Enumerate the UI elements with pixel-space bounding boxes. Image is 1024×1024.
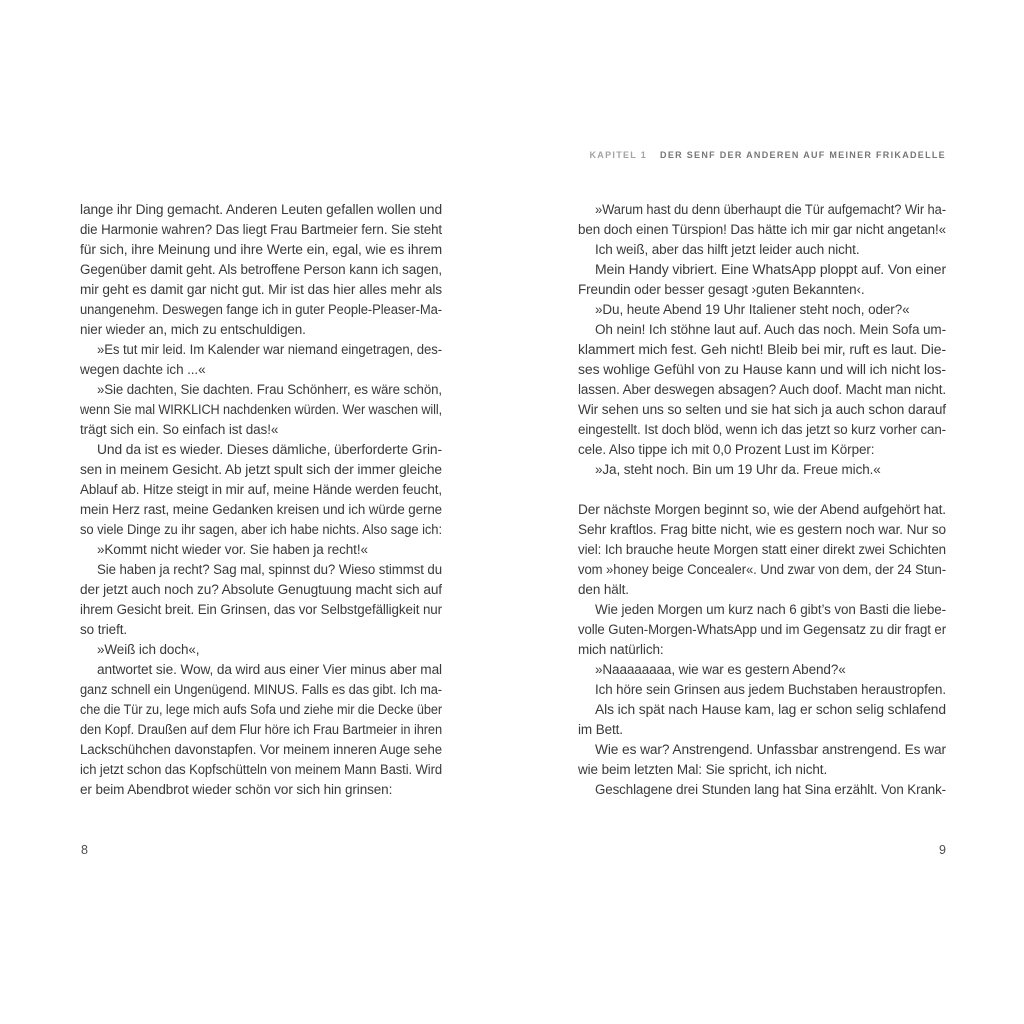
text-line: ich jetzt schon das Kopfschütteln von meinem Mann Basti. Wird <box>80 762 442 777</box>
text-line: viel: Ich brauche heute Morgen statt einer direkt zwei Schichten <box>578 542 946 557</box>
text-line: mir geht es damit gar nicht gut. Mir ist das hier alles mehr als <box>80 282 442 297</box>
text-line: für sich, ihre Meinung und ihre Werte ein, egal, wie es ihrem <box>80 242 442 257</box>
text-line: Mein Handy vibriert. Eine WhatsApp ploppt auf. Von einer <box>595 262 946 277</box>
text-line: ses wohlige Gefühl von zu Hause kann und will ich nicht los- <box>578 362 946 377</box>
text-line: Ich höre sein Grinsen aus jedem Buchstaben heraustropfen. <box>595 682 946 697</box>
text-line: lassen. Aber deswegen absagen? Auch doof. Macht man nicht. <box>578 382 946 397</box>
text-line: die Harmonie wahren? Das liegt Frau Bartmeier fern. Sie steht <box>80 222 442 237</box>
text-line: cele. Also tippe ich mit 0,0 Prozent Lust im Körper: <box>578 442 875 457</box>
text-line: Gegenüber damit geht. Als betroffene Person kann ich sagen, <box>80 262 442 277</box>
text-line: so trieft. <box>80 622 128 637</box>
text-line: unangenehm. Deswegen fange ich in guter People-Pleaser-Ma- <box>80 302 442 317</box>
text-line: Oh nein! Ich stöhne laut auf. Auch das noch. Mein Sofa um- <box>595 322 946 337</box>
text-line: ben doch einen Türspion! Das hätte ich mir gar nicht angetan!« <box>578 222 946 237</box>
text-line: den Kopf. Draußen auf dem Flur höre ich Frau Bartmeier in ihren <box>80 722 442 737</box>
text-line: vom »honey beige Concealer«. Und zwar von dem, der 24 Stun- <box>578 562 946 577</box>
text-line: Und da ist es wieder. Dieses dämliche, überforderte Grin- <box>97 442 442 457</box>
text-line: »Warum hast du denn überhaupt die Tür aufgemacht? Wir ha- <box>595 202 946 217</box>
text-line: eingestellt. Ist doch blöd, wenn ich das jetzt so kurz vorher can- <box>578 422 946 437</box>
page-number-left: 8 <box>81 843 88 857</box>
text-line: »Ja, steht noch. Bin um 19 Uhr da. Freue mich.« <box>595 462 881 477</box>
text-line: Wie es war? Anstrengend. Unfassbar anstrengend. Es war <box>595 742 946 757</box>
text-line: den hält. <box>578 582 629 597</box>
text-line: »Sie dachten, Sie dachten. Frau Schönherr, es wäre schön, <box>97 382 442 397</box>
blank-line <box>578 480 946 500</box>
page-number-right: 9 <box>939 843 946 857</box>
text-line: Geschlagene drei Stunden lang hat Sina erzählt. Von Krank- <box>595 782 946 797</box>
text-line: »Du, heute Abend 19 Uhr Italiener steht noch, oder?« <box>595 302 910 317</box>
text-line: klammert mich fest. Geh nicht! Bleib bei mir, ruft es laut. Die- <box>578 342 946 357</box>
text-line: sen in meinem Gesicht. Ab jetzt spult sich der immer gleiche <box>80 462 442 477</box>
text-line: der jetzt auch noch zu? Absolute Genugtuung macht sich auf <box>80 582 442 597</box>
text-line: wegen dachte ich ...« <box>80 362 206 377</box>
right-page-text-column <box>578 200 946 800</box>
text-line: mich natürlich: <box>578 642 664 657</box>
text-line: Der nächste Morgen beginnt so, wie der Abend aufgehört hat. <box>578 502 946 517</box>
text-line: Lackschühchen davonstapfen. Vor meinem inneren Auge sehe <box>80 742 442 757</box>
text-line: »Kommt nicht wieder vor. Sie haben ja recht!« <box>97 542 368 557</box>
text-line: nier wieder an, mich zu entschuldigen. <box>80 322 306 337</box>
text-line: Sehr kraftlos. Frag bitte nicht, wie es gestern noch war. Nur so <box>578 522 946 537</box>
text-line: im Bett. <box>578 722 623 737</box>
text-line: ihrem Gesicht breit. Ein Grinsen, das vor Selbstgefälligkeit nur <box>80 602 442 617</box>
text-line: Wir sehen uns so selten und sie hat sich ja auch schon darauf <box>578 402 946 417</box>
text-line: lange ihr Ding gemacht. Anderen Leuten gefallen wollen und <box>80 202 442 217</box>
text-line: so viele Dinge zu ihr sagen, aber ich habe nichts. Also sage ich: <box>80 522 442 537</box>
running-head <box>590 150 947 160</box>
text-line: Wie jeden Morgen um kurz nach 6 gibt’s von Basti die liebe- <box>595 602 946 617</box>
text-line: mein Herz rast, meine Gedanken kreisen und ich würde gerne <box>80 502 442 517</box>
text-line: Als ich spät nach Hause kam, lag er schon selig schlafend <box>595 702 946 717</box>
text-line: »Naaaaaaaa, wie war es gestern Abend?« <box>595 662 846 677</box>
text-line: volle Guten-Morgen-WhatsApp und im Gegensatz zu dir fragt er <box>578 622 946 637</box>
text-line: Ablauf ab. Hitze steigt in mir auf, meine Hände werden feucht, <box>80 482 442 497</box>
chapter-label: KAPITEL 1 <box>589 150 648 160</box>
text-line: Sie haben ja recht? Sag mal, spinnst du? Wieso stimmst du <box>97 562 442 577</box>
text-line: Ich weiß, aber das hilft jetzt leider auch nicht. <box>595 242 860 257</box>
chapter-title: DER SENF DER ANDEREN AUF MEINER FRIKADELLE <box>660 150 946 160</box>
text-line: wenn Sie mal WIRKLICH nachdenken würden. Wer waschen will, <box>80 402 442 417</box>
left-page-text-column <box>80 200 442 800</box>
text-line: ganz schnell ein Ungenügend. MINUS. Falls es das gibt. Ich ma- <box>80 682 442 697</box>
text-line: che die Tür zu, lege mich aufs Sofa und ziehe mir die Decke über <box>80 702 442 717</box>
text-line: wie beim letzten Mal: Sie spricht, ich nicht. <box>578 762 828 777</box>
text-line: »Weiß ich doch«, <box>97 642 200 657</box>
text-line: antwortet sie. Wow, da wird aus einer Vier minus aber mal <box>97 662 442 677</box>
text-line: trägt sich ein. So einfach ist das!« <box>80 422 279 437</box>
text-line: Freundin oder besser gesagt ›guten Bekannten‹. <box>578 282 865 297</box>
text-line: er beim Abendbrot wieder schön vor sich hin grinsen: <box>80 782 393 797</box>
text-line: »Es tut mir leid. Im Kalender war niemand eingetragen, des- <box>97 342 442 357</box>
